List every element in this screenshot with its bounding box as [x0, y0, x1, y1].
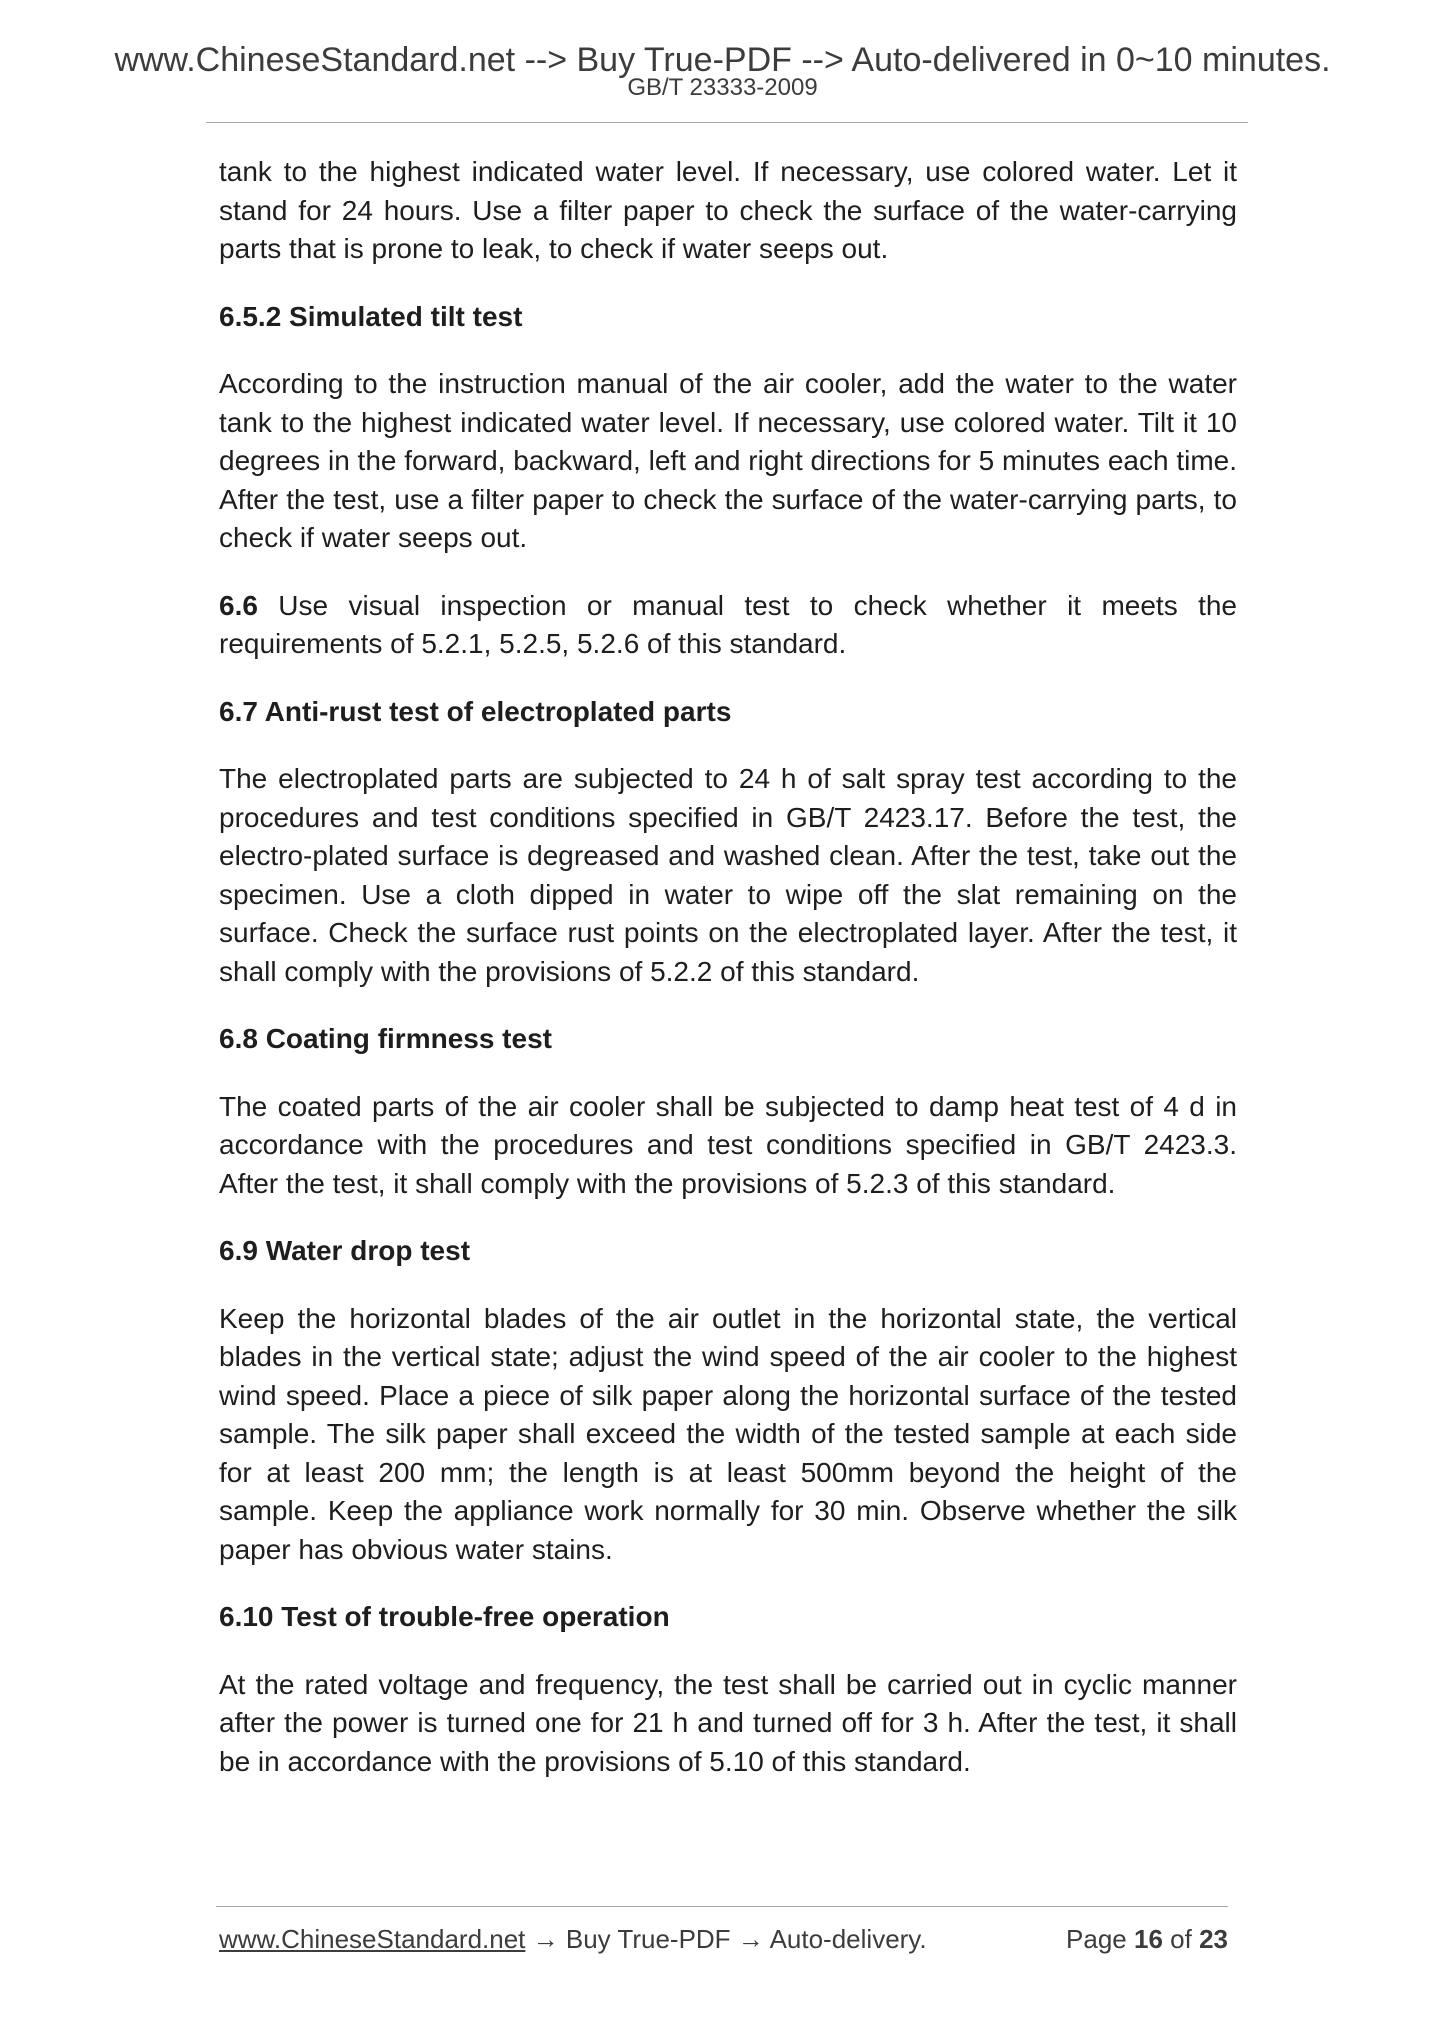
header-divider [206, 122, 1248, 123]
intro-paragraph: tank to the highest indicated water level. If necessary, use colored water. Let it stand for 24 hours. Use a filter paper to check the surface of the water-carrying parts that is prone to leak, to check if water seeps out. [219, 156, 1237, 264]
heading-6-8: 6.8 Coating firmness test [219, 1023, 552, 1054]
heading-6-9: 6.9 Water drop test [219, 1235, 471, 1266]
heading-6-5-2: 6.5.2 Simulated tilt test [219, 300, 523, 332]
footer-divider [216, 1906, 1228, 1907]
footer-left [219, 1922, 927, 1956]
footer-tagline: → Buy True-PDF → Auto-delivery. [525, 1924, 927, 1954]
paragraph-6-10: At the rated voltage and frequency, the test shall be carried out in cyclic manner after the power is turned one for 21 h and turned off for 3 h. After the test, it shall be in accordance with the provisions of 5.10 of this standard. [219, 1668, 1237, 1777]
paragraph-6-8: The coated parts of the air cooler shall be subjected to damp heat test of 4 d in accordance with the procedures and test conditions specified in GB/T 2423.3. After the test, it shall comply with the provisions of 5.2.3 of this standard. [219, 1090, 1237, 1199]
page-label: Page [1066, 1924, 1127, 1954]
document-body [219, 153, 1237, 1781]
paragraph-6-7: The electroplated parts are subjected to 24 h of salt spray test according to the procedures and test conditions specified in GB/T 2423.17. Before the test, the electro-plated surface is degreased and washed clean. After the test, take out the specimen. Use a cloth dipped in water to wipe off the slat remaining on the surface. Check the surface rust points on the electroplated layer. After the test, it shall comply with the provisions of 5.2.2 of this standard. [219, 763, 1237, 987]
heading-6-7: 6.7 Anti-rust test of electroplated parts [219, 695, 732, 727]
heading-6-10: 6.10 Test of trouble-free operation [219, 1601, 670, 1632]
document-id: GB/T 23333-2009 [627, 74, 818, 101]
header-banner: www.ChineseStandard.net --> Buy True-PDF --> Auto-delivered in 0~10 minutes. [114, 41, 1331, 79]
footer-site-link[interactable]: www.ChineseStandard.net [219, 1924, 526, 1954]
page-current: 16 [1134, 1924, 1163, 1954]
paragraph-6-6-text: Use visual inspection or manual test to check whether it meets the requirements of 5.2.1, 5.2.5, 5.2.6 of this standard. [219, 589, 1237, 659]
paragraph-6-5-2: According to the instruction manual of the air cooler, add the water to the water tank to the highest indicated water level. If necessary, use colored water. Tilt it 10 degrees in the forward, backward, left and right directions for 5 minutes each time. After the test, use a filter paper to check the surface of the water-carrying parts, to check if water seeps out. [219, 368, 1237, 553]
page-of: of [1170, 1924, 1192, 1954]
page-number [1066, 1922, 1228, 1956]
clause-number-6-6: 6.6 [219, 589, 258, 621]
paragraph-6-9: Keep the horizontal blades of the air outlet in the horizontal state, the vertical blades in the vertical state; adjust the wind speed of the air cooler to the highest wind speed. Place a piece of silk paper along the horizontal surface of the tested sample. The silk paper shall exceed the width of the tested sample at each side for at least 200 mm; the length is at least 500mm beyond the height of the sample. Keep the appliance work normally for 30 min. Observe whether the silk paper has obvious water stains. [219, 1302, 1237, 1565]
page-total: 23 [1199, 1924, 1228, 1954]
paragraph-6-6 [219, 587, 1237, 664]
